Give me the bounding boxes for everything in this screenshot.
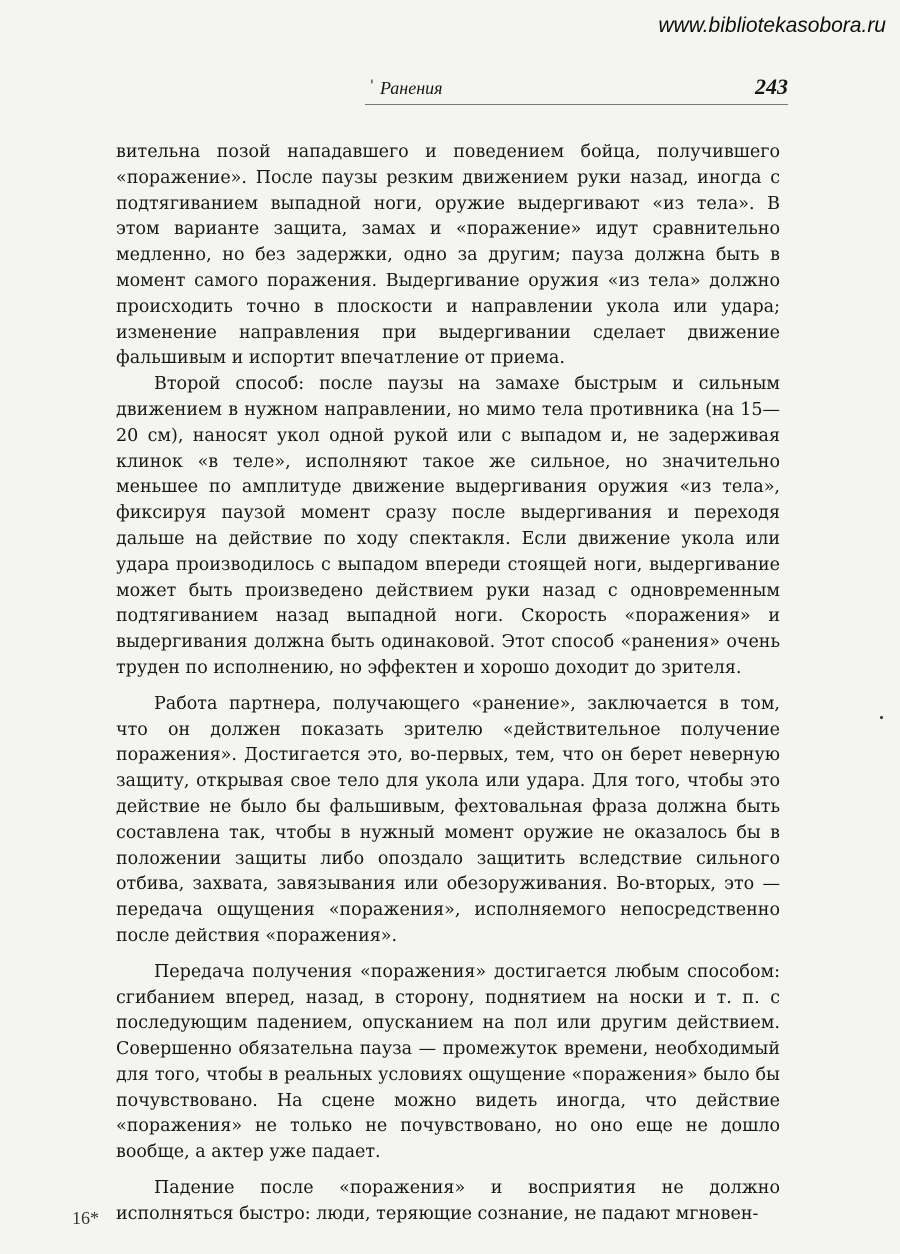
running-head: Ранения	[380, 78, 443, 98]
signature-mark: 16*	[72, 1208, 99, 1228]
paragraph-3: Работа партнера, получающего «ранение», заключается в том, что он должен показать зрителю «действительное получение поражения». Достигается это, во-первых, тем, что он берет неверную защиту, открывая свое тело для укола или удара. Для того, чтобы это действие не было бы фальшивым, фехтовальная фраза должна быть составлена так, чтобы в нужный момент оружие не оказалось бы в положении защиты либо опоздало защитить вследствие сильного отбива, захвата, завязывания или обезоруживания. Во-вторых, это — передача ощущения «поражения», исполняемого непосредственно после действия «поражения».	[116, 693, 780, 946]
paragraph-1: вительна позой нападавшего и поведением бойца, получившего «поражение». После паузы резким движением руки назад, иногда с подтягиванием выпадной ноги, оружие выдергивают «из тела». В этом варианте защита, замах и «поражение» идут сравнительно медленно, но без задержки, одно за другим; пауза должна быть в момент самого поражения. Выдергивание оружия «из тела» должно происходить точно в плоскости и направлении укола или удара; изменение направления при выдергивании сделает движение фальшивым и испортит впечатление от приема.	[116, 142, 780, 369]
watermark: www.bibliotekasobora.ru	[658, 14, 886, 37]
paragraph-2: Второй способ: после паузы на замахе быстрым и сильным движением в нужном направлении, но мимо тела противника (на 15—20 см), наносят укол одной рукой или с выпадом и, не задерживая клинок «в теле», исполняют такое же сильное, но значительно меньшее по амплитуде движение выдергивания оружия «из тела», фиксируя паузой момент сразу после выдергивания и переходя дальше на действие по ходу спектакля. Если движение укола или удара производилось с выпадом впереди стоящей ноги, выдергивание может быть произведено действием руки назад с одновременным подтягиванием назад выпадной ноги. Скорость «поражения» и выдергивания должна быть одинаковой. Этот способ «ранения» очень труден по исполнению, но эффектен и хорошо доходит до зрителя.	[116, 374, 780, 678]
paragraph-4: Передача получения «поражения» достигается любым способом: сгибанием вперед, назад, в сторону, поднятием на носки и т. п. с последующим падением, опусканием на пол или другим действием. Совершенно обязательна пауза — промежуток времени, необходимый для того, чтобы в реальных условиях ощущение «поражения» было бы почувствовано. На сцене можно видеть иногда, что действие «поражения» не только не почувствовано, но оно еще не дошло вообще, а актер уже падает.	[116, 961, 780, 1163]
scan-speck	[880, 716, 883, 719]
page-header	[0, 74, 900, 104]
body-text	[116, 140, 780, 1228]
header-mark: '	[370, 78, 374, 94]
header-rule	[365, 104, 788, 105]
page-number: 243	[755, 74, 788, 99]
paragraph-5: Падение после «поражения» и восприятия не должно исполняться быстро: люди, теряющие сознание, не падают мгновен-	[116, 1178, 780, 1224]
